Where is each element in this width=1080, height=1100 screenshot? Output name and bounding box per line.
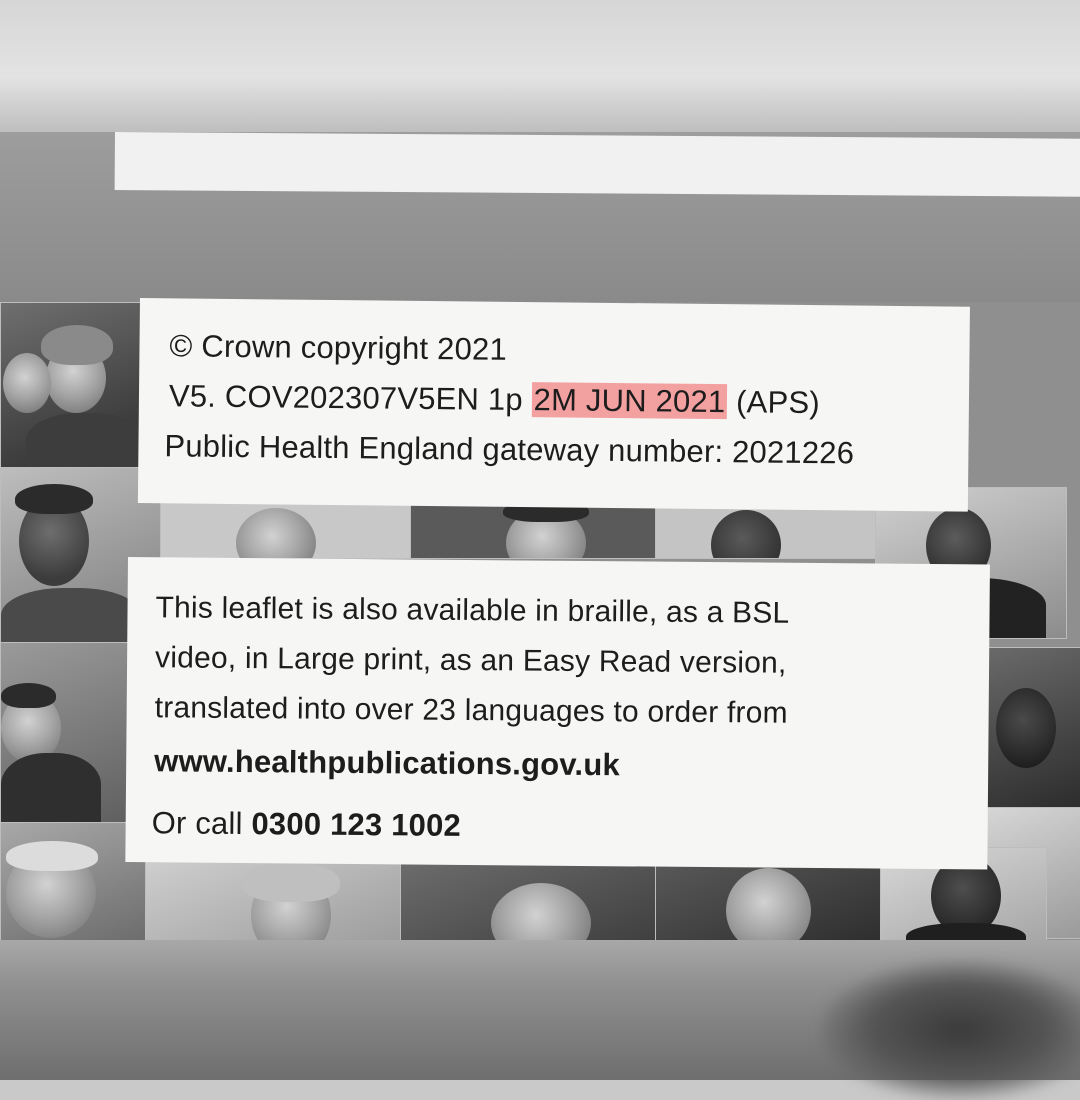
face — [996, 688, 1056, 768]
highlighted-date: 2M JUN 2021 — [533, 382, 726, 420]
body — [1, 588, 141, 644]
photo-tile — [0, 302, 147, 469]
website-url: www.healthpublications.gov.uk — [154, 743, 621, 783]
body — [26, 413, 146, 469]
availability-line-1: This leaflet is also available in braille, as a BSL — [155, 591, 790, 630]
version-line — [169, 378, 820, 421]
face — [711, 510, 781, 559]
gateway-number: 2021226 — [731, 434, 855, 471]
availability-line-2: video, in Large print, as an Easy Read version, — [154, 641, 787, 680]
face — [3, 353, 51, 413]
photo-tile — [160, 497, 412, 559]
hair — [242, 862, 340, 902]
copyright-symbol: © — [169, 328, 193, 364]
gateway-label: Public Health England gateway number: — [164, 428, 733, 470]
leaflet-paper — [0, 132, 1080, 947]
call-line — [152, 805, 462, 844]
copyright-text: Crown copyright 2021 — [201, 328, 508, 367]
version-suffix: (APS) — [727, 384, 821, 421]
hair — [1, 683, 56, 708]
hair — [6, 841, 98, 871]
photo-tile — [145, 857, 402, 947]
version-code: V5. COV202307V5EN 1p — [168, 378, 532, 418]
photo-tile — [985, 647, 1080, 809]
hair — [41, 325, 113, 365]
hair — [15, 484, 93, 514]
copyright-line — [169, 328, 507, 368]
face — [236, 508, 316, 559]
face — [726, 868, 811, 947]
availability-label — [125, 557, 990, 870]
gateway-line — [164, 428, 854, 471]
photo-tile — [0, 642, 132, 824]
white-paper-band — [115, 132, 1080, 197]
face — [491, 883, 591, 947]
photo-tile — [655, 857, 882, 947]
phone-number: 0300 123 1002 — [251, 806, 462, 843]
photo-tile — [400, 862, 657, 947]
background-top — [0, 0, 1080, 140]
copyright-label — [138, 298, 970, 512]
call-label: Or call — [151, 805, 252, 842]
availability-line-3: translated into over 23 languages to order from — [154, 691, 788, 730]
body — [1, 753, 101, 823]
